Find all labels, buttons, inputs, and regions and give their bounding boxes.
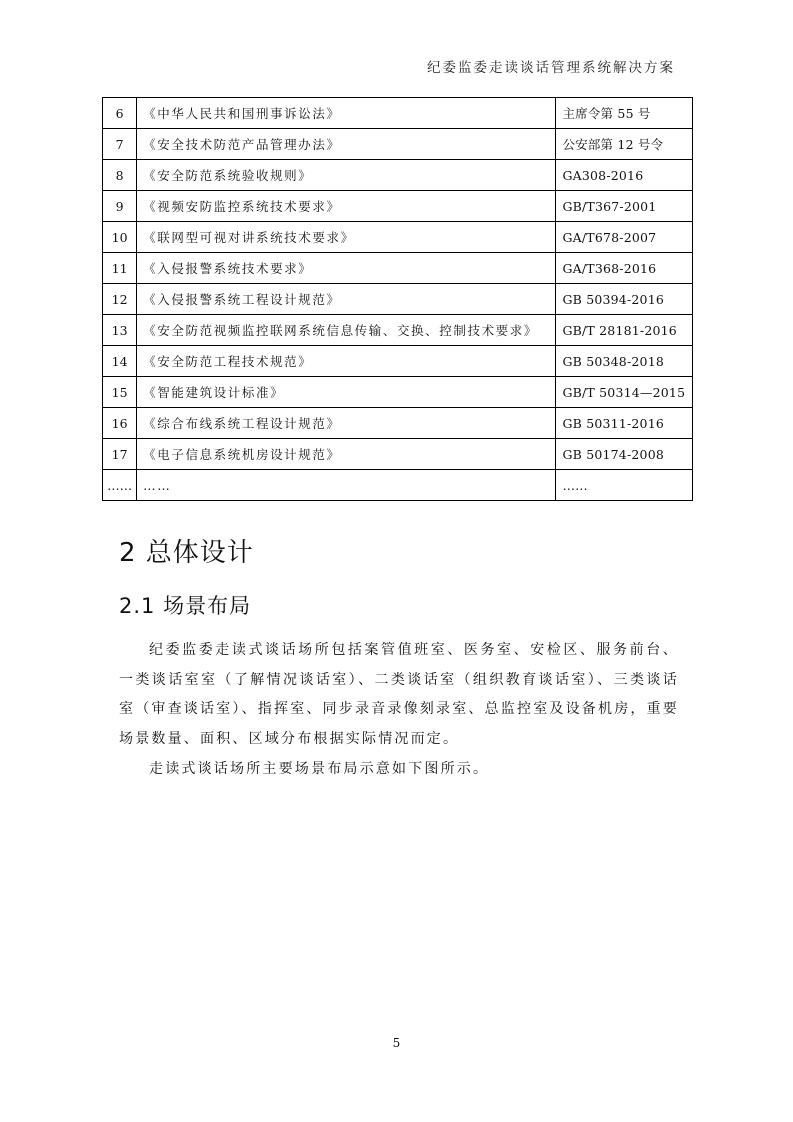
table-row [103,284,693,315]
table-row [103,315,693,346]
row-number: 6 [103,98,137,129]
standard-code: 公安部第 12 号令 [556,129,693,160]
row-number: 10 [103,222,137,253]
table-row [103,222,693,253]
table-row [103,253,693,284]
table-row [103,160,693,191]
page-number: 5 [392,1036,401,1050]
section-heading: 2 总体设计 [119,538,254,568]
row-number: 9 [103,191,137,222]
standard-name: 《电子信息系统机房设计规范》 [137,439,556,470]
standard-name: 《综合布线系统工程设计规范》 [137,408,556,439]
table-row [103,346,693,377]
standard-name: 《视频安防监控系统技术要求》 [137,191,556,222]
standard-code: 主席令第 55 号 [556,98,693,129]
table-row [103,408,693,439]
row-number: 8 [103,160,137,191]
standard-code: GB/T367-2001 [556,191,693,222]
table-row [103,98,693,129]
row-number: 11 [103,253,137,284]
standard-code: GA308-2016 [556,160,693,191]
row-number: 16 [103,408,137,439]
row-number: 7 [103,129,137,160]
row-number: 13 [103,315,137,346]
standard-code: GA/T678-2007 [556,222,693,253]
table-row [103,439,693,470]
standard-code: GB/T 28181-2016 [556,315,693,346]
standard-name: …… [137,470,556,501]
standard-name: 《入侵报警系统工程设计规范》 [137,284,556,315]
paragraph: 纪委监委走读式谈话场所包括案管值班室、医务室、安检区、服务前台、一类谈话室室（了解情况谈话室）、二类谈话室（组织教育谈话室）、三类谈话室（审查谈话室）、指挥室、同步录音录像刻录室、总监控室及设备机房，重要场景数量、面积、区域分布根据实际情况而定。 [119,642,679,747]
standard-code: GB 50348-2018 [556,346,693,377]
standard-code: …… [556,470,693,501]
standard-code: GB 50394-2016 [556,284,693,315]
standard-code: GB 50174-2008 [556,439,693,470]
paragraph: 走读式谈话场所主要场景布局示意如下图所示。 [149,761,490,777]
table-row [103,129,693,160]
standard-code: GB/T 50314—2015 [556,377,693,408]
row-number: 17 [103,439,137,470]
standard-name: 《智能建筑设计标准》 [137,377,556,408]
standard-name: 《安全防范系统验收规则》 [137,160,556,191]
table-row [103,470,693,501]
standard-name: 《联网型可视对讲系统技术要求》 [137,222,556,253]
table-row [103,377,693,408]
row-number: 14 [103,346,137,377]
row-number: …… [103,470,137,501]
standard-code: GB 50311-2016 [556,408,693,439]
standard-code: GA/T368-2016 [556,253,693,284]
table-row [103,191,693,222]
standard-name: 《安全防范工程技术规范》 [137,346,556,377]
row-number: 12 [103,284,137,315]
standard-name: 《安全防范视频监控联网系统信息传输、交换、控制技术要求》 [137,315,556,346]
standards-table [102,97,693,501]
standard-name: 《中华人民共和国刑事诉讼法》 [137,98,556,129]
standard-name: 《入侵报警系统技术要求》 [137,253,556,284]
subsection-heading: 2.1 场景布局 [119,594,252,618]
running-header: 纪委监委走读谈话管理系统解决方案 [427,60,675,76]
standard-name: 《安全技术防范产品管理办法》 [137,129,556,160]
row-number: 15 [103,377,137,408]
